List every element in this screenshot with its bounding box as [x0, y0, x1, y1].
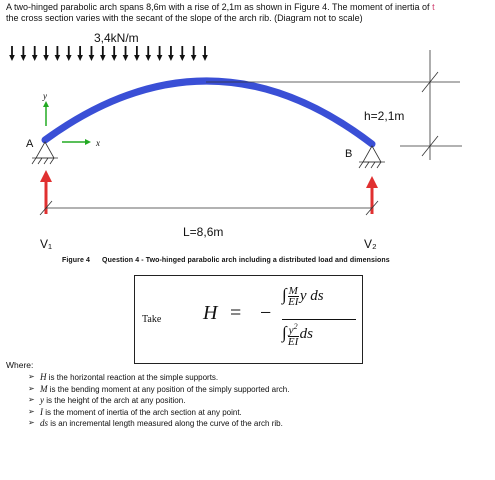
where-item [28, 395, 289, 407]
support-a [32, 142, 58, 164]
load-arrow-head [9, 55, 15, 61]
load-arrow-head [123, 55, 129, 61]
rise-dimension [206, 50, 462, 160]
formula-numerator: ∫ $\frac{M}{EI}$ y ds [282, 285, 324, 309]
where-item [28, 372, 289, 384]
span-dimension [40, 201, 378, 215]
load-label: 3,4kN/m [94, 31, 139, 45]
y-axis-label: y [43, 91, 47, 101]
where-item-text: is the horizontal reaction at the simple supports. [46, 373, 219, 382]
formula-lhs: H [203, 302, 218, 324]
take-label: Take [142, 314, 162, 325]
load-arrow-head [168, 55, 174, 61]
load-arrow-head [202, 55, 208, 61]
load-arrow-head [145, 55, 151, 61]
formula-equals: = [230, 302, 242, 324]
statement-line-1: A two-hinged parabolic arch spans 8,6m with a rise of 2,1m as shown in Figure 4. The moment of inertia of t [6, 2, 435, 12]
span-label: L=8,6m [183, 225, 224, 239]
where-item [28, 418, 289, 430]
where-item-text: is the moment of inertia of the arch section at any point. [43, 407, 242, 417]
y-axis-arrowhead [43, 101, 49, 107]
load-arrow-head [89, 55, 95, 61]
load-arrow-head [43, 55, 49, 61]
rise-label: h=2,1m [364, 109, 405, 123]
reaction-v2-arrowhead [366, 176, 378, 188]
where-item [28, 384, 289, 396]
formula-minus: − [260, 302, 272, 324]
parabolic-arch [45, 81, 372, 144]
where-item-symbol: ds [40, 418, 49, 429]
load-arrow-head [100, 55, 106, 61]
load-arrow-head [32, 55, 38, 61]
where-item-symbol: y [40, 395, 44, 406]
figure-number: Figure 4 [62, 257, 91, 264]
v2-label: V₂ [364, 237, 377, 251]
where-item-symbol: I [40, 406, 43, 417]
statement-line-2: the cross section varies with the secant of the slope of the arch rib. (Diagram not to scale) [6, 12, 363, 23]
load-arrow-head [157, 55, 163, 61]
formula-fraction-bar [282, 319, 356, 320]
load-arrow-head [179, 55, 185, 61]
point-b-label: B [345, 148, 353, 160]
point-a-label: A [26, 138, 34, 150]
load-arrow-head [191, 55, 197, 61]
distributed-load-arrows [9, 46, 208, 61]
x-axis-label: x [96, 138, 100, 148]
where-item-text: is the height of the arch at any position. [44, 396, 186, 406]
where-item-symbol: H [40, 372, 47, 382]
load-arrow-head [111, 55, 117, 61]
support-b [359, 146, 385, 168]
load-arrow-head [66, 55, 72, 61]
load-arrow-head [77, 55, 83, 61]
where-item-symbol: M [40, 383, 48, 394]
x-axis-arrowhead [85, 139, 91, 145]
where-item-text: is an incremental length measured along the curve of the arch rib. [48, 419, 283, 429]
load-arrow-head [134, 55, 140, 61]
where-title: Where: [6, 360, 34, 370]
v1-label: V₁ [40, 237, 53, 251]
load-arrow-head [55, 55, 61, 61]
where-definitions [28, 372, 289, 430]
formula-denominator: ∫ $\frac{y^2}{EI}$ ds [282, 322, 313, 348]
figure-caption-text: Question 4 - Two-hinged parabolic arch including a distributed load and dimensions [102, 257, 390, 264]
load-arrow-head [21, 55, 27, 61]
reaction-v1-arrowhead [40, 170, 52, 182]
formula-box [134, 275, 363, 364]
where-item [28, 407, 289, 419]
figure-caption [62, 257, 390, 264]
where-item-text: is the bending moment at any position of the simply supported arch. [47, 384, 290, 394]
